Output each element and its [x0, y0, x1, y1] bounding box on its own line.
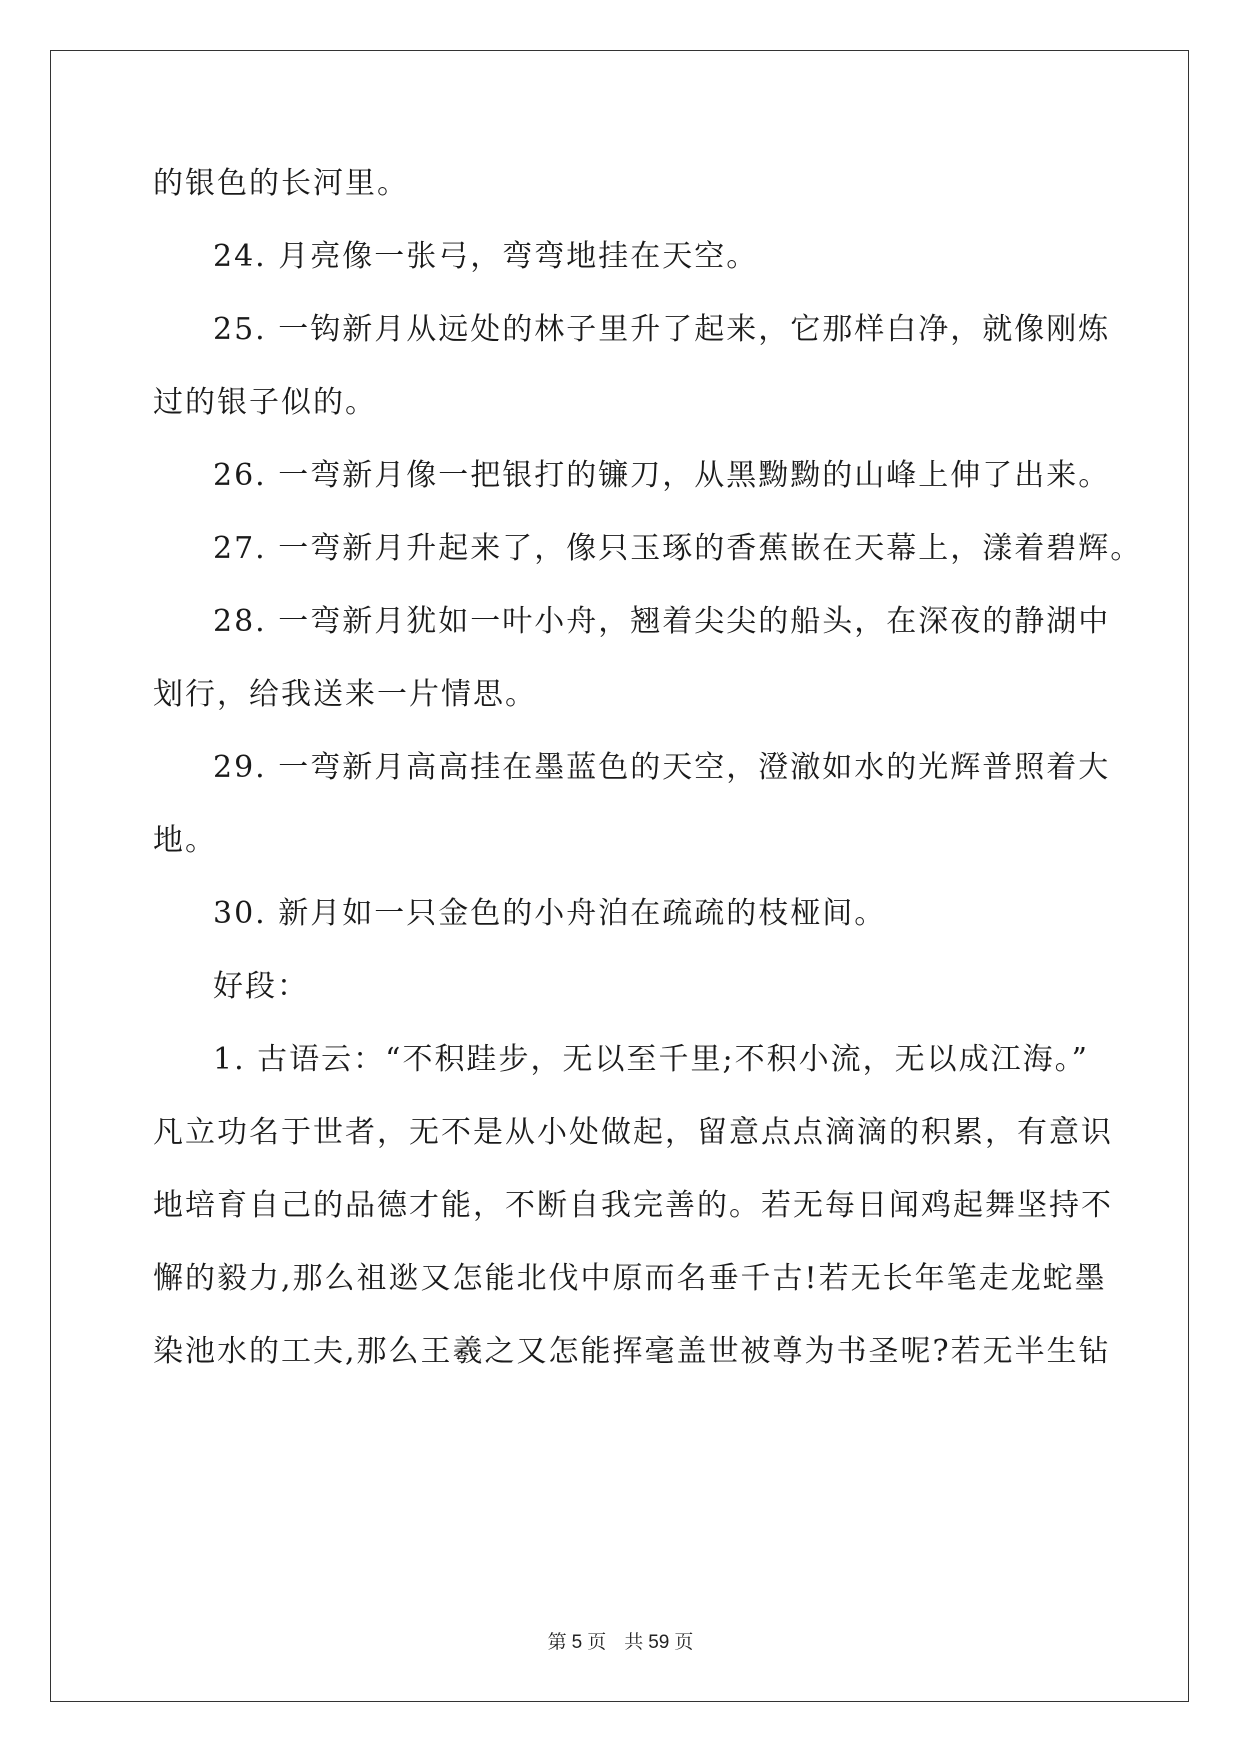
text-line: 30. 新月如一只金色的小舟泊在疏疏的枝桠间。	[213, 896, 887, 931]
text-line: 过的银子似的。	[153, 385, 377, 420]
total-unit: 页	[674, 1631, 694, 1653]
page-unit: 页	[587, 1631, 607, 1653]
text-line: 24. 月亮像一张弓，弯弯地挂在天空。	[213, 239, 759, 274]
total-pages: 59	[648, 1632, 670, 1653]
total-prefix: 共	[624, 1631, 644, 1653]
text-line: 27. 一弯新月升起来了，像只玉琢的香蕉嵌在天幕上，漾着碧辉。	[213, 531, 1143, 566]
page-number: 5	[571, 1632, 583, 1653]
text-line: 染池水的工夫,那么王羲之又怎能挥毫盖世被尊为书圣呢?若无半生钻	[153, 1334, 1111, 1369]
text-line: 地。	[153, 823, 217, 858]
text-line: 地培育自己的品德才能，不断自我完善的。若无每日闻鸡起舞坚持不	[153, 1188, 1113, 1223]
text-line: 划行，给我送来一片情思。	[153, 677, 537, 712]
text-line: 1. 古语云：“不积跬步，无以至千里;不积小流，无以成江海。”	[213, 1042, 1089, 1077]
page-footer	[0, 1627, 1241, 1654]
text-line: 的银色的长河里。	[153, 166, 409, 201]
text-line: 28. 一弯新月犹如一叶小舟，翘着尖尖的船头，在深夜的静湖中	[213, 604, 1111, 639]
text-line: 26. 一弯新月像一把银打的镰刀，从黑黝黝的山峰上伸了出来。	[213, 458, 1111, 493]
page-border	[50, 50, 1189, 1702]
page-prefix: 第	[547, 1631, 567, 1653]
text-line: 29. 一弯新月高高挂在墨蓝色的天空，澄澈如水的光辉普照着大	[213, 750, 1111, 785]
text-line: 25. 一钩新月从远处的林子里升了起来，它那样白净，就像刚炼	[213, 312, 1111, 347]
text-line: 凡立功名于世者，无不是从小处做起，留意点点滴滴的积累，有意识	[153, 1115, 1113, 1150]
section-heading: 好段：	[213, 969, 309, 1004]
text-line: 懈的毅力,那么祖逖又怎能北伐中原而名垂千古!若无长年笔走龙蛇墨	[153, 1261, 1107, 1296]
